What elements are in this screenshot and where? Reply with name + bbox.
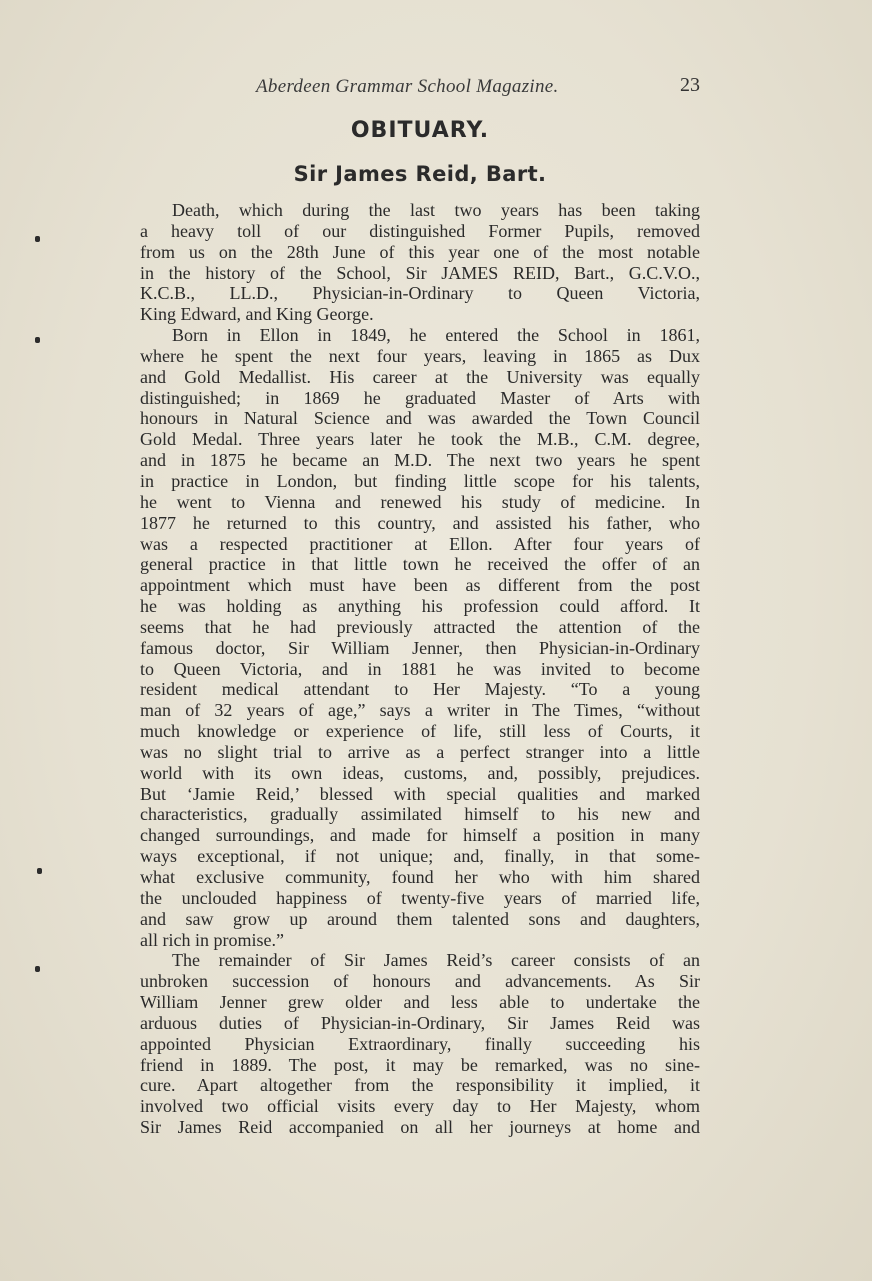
body-line: appointment which must have been as different from the post bbox=[140, 575, 700, 596]
body-line: the unclouded happiness of twenty-five years of married life, bbox=[140, 887, 700, 908]
body-line: in the history of the School, Sir JAMES REID, Bart., G.C.V.O., bbox=[140, 262, 700, 283]
body-line: cure. Apart altogether from the responsibility it implied, it bbox=[140, 1075, 700, 1096]
body-line: what exclusive community, found her who with him shared bbox=[140, 867, 700, 887]
margin-mark bbox=[35, 966, 40, 972]
margin-mark bbox=[35, 236, 40, 242]
body-line: was a respected practitioner at Ellon. After four years of bbox=[140, 533, 700, 554]
body-line: Born in Ellon in 1849, he entered the School in 1861, bbox=[172, 325, 700, 346]
body-line: unbroken succession of honours and advancements. As Sir bbox=[140, 971, 700, 992]
body-line: 1877 he returned to this country, and assisted his father, who bbox=[140, 512, 700, 533]
body-line: to Queen Victoria, and in 1881 he was invited to become bbox=[140, 658, 700, 679]
body-line: arduous duties of Physician-in-Ordinary, Sir James Reid was bbox=[140, 1012, 700, 1033]
body-line: he went to Vienna and renewed his study of medicine. In bbox=[140, 491, 700, 512]
body-line: was no slight trial to arrive as a perfect stranger into a little bbox=[140, 741, 700, 762]
page-number: 23 bbox=[680, 74, 700, 96]
body-line: seems that he had previously attracted the attention of the bbox=[140, 616, 700, 637]
body-line: characteristics, gradually assimilated himself to his new and bbox=[140, 804, 700, 825]
running-head bbox=[140, 74, 700, 104]
body-line: famous doctor, Sir William Jenner, then Physician-in-Ordinary bbox=[140, 637, 700, 658]
body-line: resident medical attendant to Her Majesty. “To a young bbox=[140, 679, 700, 700]
body-line: he was holding as anything his profession could afford. It bbox=[140, 596, 700, 617]
body-line: Death, which during the last two years has been taking bbox=[172, 200, 700, 220]
running-title: Aberdeen Grammar School Magazine. bbox=[256, 76, 559, 97]
body-line: where he spent the next four years, leaving in 1865 as Dux bbox=[140, 345, 700, 366]
obituary-heading: OBITUARY. bbox=[350, 118, 490, 143]
margin-mark bbox=[37, 868, 42, 874]
body-line: King Edward, and King George. bbox=[140, 304, 374, 325]
obituary-body bbox=[140, 200, 700, 1138]
body-line: involved two official visits every day to Her Majesty, whom bbox=[140, 1096, 700, 1117]
body-line: ways exceptional, if not unique; and, finally, in that some- bbox=[140, 846, 700, 867]
body-line: The remainder of Sir James Reid’s career consists of an bbox=[172, 950, 700, 971]
body-line: much knowledge or experience of life, still less of Courts, it bbox=[140, 721, 700, 742]
body-line: Sir James Reid accompanied on all her journeys at home and bbox=[140, 1117, 700, 1138]
body-line: all rich in promise.” bbox=[140, 929, 284, 950]
body-line: distinguished; in 1869 he graduated Master of Arts with bbox=[140, 387, 700, 408]
body-line: honours in Natural Science and was awarded the Town Council bbox=[140, 408, 700, 429]
body-line: and saw grow up around them talented sons and daughters, bbox=[140, 908, 700, 929]
body-line: and Gold Medallist. His career at the University was equally bbox=[140, 366, 700, 387]
body-line: But ‘Jamie Reid,’ blessed with special qualities and marked bbox=[140, 783, 700, 804]
body-line: friend in 1889. The post, it may be remarked, was no sine- bbox=[140, 1054, 700, 1075]
body-line: a heavy toll of our distinguished Former Pupils, removed bbox=[140, 220, 700, 241]
body-line: and in 1875 he became an M.D. The next two years he spent bbox=[140, 450, 700, 471]
body-line: man of 32 years of age,” says a writer in The Times, “without bbox=[140, 700, 700, 721]
body-line: appointed Physician Extraordinary, finally succeeding his bbox=[140, 1033, 700, 1054]
body-line: general practice in that little town he received the offer of an bbox=[140, 554, 700, 575]
body-line: William Jenner grew older and less able to undertake the bbox=[140, 992, 700, 1013]
margin-mark bbox=[35, 337, 40, 343]
body-line: changed surroundings, and made for himself a position in many bbox=[140, 825, 700, 846]
body-line: in practice in London, but finding little scope for his talents, bbox=[140, 470, 700, 491]
body-line: world with its own ideas, customs, and, possibly, prejudices. bbox=[140, 762, 700, 783]
obituary-subheading: Sir James Reid, Bart. bbox=[293, 162, 547, 186]
body-line: Gold Medal. Three years later he took the M.B., C.M. degree, bbox=[140, 429, 700, 450]
body-line: from us on the 28th June of this year one of the most notable bbox=[140, 241, 700, 262]
body-line: K.C.B., LL.D., Physician-in-Ordinary to Queen Victoria, bbox=[140, 283, 700, 304]
